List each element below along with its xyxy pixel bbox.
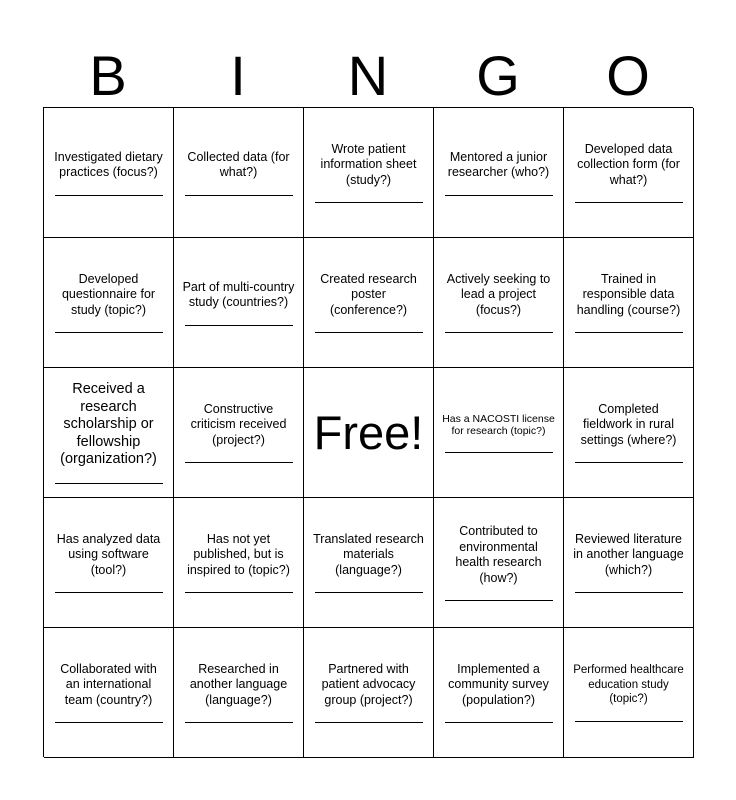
answer-line bbox=[445, 332, 553, 333]
cell-prompt: Reviewed literature in another language (which?) bbox=[573, 531, 684, 577]
header-letter-i: I bbox=[230, 44, 246, 107]
cell-prompt: Has a NACOSTI license for research (topic?) bbox=[442, 412, 555, 437]
answer-line bbox=[185, 325, 293, 326]
bingo-cell[interactable] bbox=[174, 498, 304, 628]
bingo-cell[interactable] bbox=[174, 108, 304, 238]
cell-prompt: Created research poster (conference?) bbox=[320, 271, 417, 317]
cell-prompt: Translated research materials (language?) bbox=[313, 531, 424, 577]
cell-prompt: Collected data (for what?) bbox=[187, 149, 290, 179]
bingo-header bbox=[43, 44, 693, 108]
bingo-cell[interactable] bbox=[174, 368, 304, 498]
bingo-cell[interactable] bbox=[434, 238, 564, 368]
bingo-cell[interactable] bbox=[304, 108, 434, 238]
answer-line bbox=[575, 202, 683, 203]
answer-line bbox=[445, 600, 553, 601]
bingo-cell[interactable] bbox=[564, 498, 694, 628]
answer-line bbox=[55, 332, 163, 333]
cell-prompt: Performed healthcare education study (topic?) bbox=[573, 664, 684, 706]
header-letter-b: B bbox=[89, 44, 127, 107]
cell-prompt: Wrote patient information sheet (study?) bbox=[320, 141, 417, 187]
cell-prompt: Investigated dietary practices (focus?) bbox=[54, 149, 163, 179]
free-space-cell[interactable] bbox=[304, 368, 434, 498]
answer-line bbox=[185, 195, 293, 196]
cell-prompt: Constructive criticism received (project?) bbox=[190, 401, 287, 447]
cell-prompt: Developed questionnaire for study (topic?) bbox=[61, 271, 156, 317]
answer-line bbox=[185, 722, 293, 723]
bingo-cell[interactable] bbox=[44, 368, 174, 498]
cell-prompt: Mentored a junior researcher (who?) bbox=[447, 149, 550, 179]
answer-line bbox=[575, 592, 683, 593]
header-letter-o: O bbox=[606, 44, 650, 107]
cell-prompt: Partnered with patient advocacy group (project?) bbox=[321, 661, 416, 707]
cell-prompt: Developed data collection form (for what?) bbox=[577, 141, 680, 187]
answer-line bbox=[315, 592, 423, 593]
free-space-label: Free! bbox=[313, 405, 424, 459]
bingo-cell[interactable] bbox=[304, 498, 434, 628]
bingo-cell[interactable] bbox=[434, 368, 564, 498]
cell-prompt: Researched in another language (language?) bbox=[189, 661, 288, 707]
cell-prompt: Has analyzed data using software (tool?) bbox=[56, 531, 161, 577]
answer-line bbox=[315, 332, 423, 333]
bingo-cell[interactable] bbox=[434, 108, 564, 238]
cell-prompt: Implemented a community survey (population?) bbox=[448, 661, 549, 707]
bingo-cell[interactable] bbox=[304, 238, 434, 368]
bingo-cell[interactable] bbox=[44, 108, 174, 238]
bingo-cell[interactable] bbox=[434, 628, 564, 758]
bingo-cell[interactable] bbox=[44, 628, 174, 758]
bingo-cell[interactable] bbox=[564, 108, 694, 238]
bingo-cell[interactable] bbox=[174, 238, 304, 368]
cell-prompt: Trained in responsible data handling (course?) bbox=[576, 271, 681, 317]
bingo-cell[interactable] bbox=[564, 628, 694, 758]
answer-line bbox=[55, 195, 163, 196]
answer-line bbox=[445, 195, 553, 196]
bingo-cell[interactable] bbox=[434, 498, 564, 628]
cell-prompt: Has not yet published, but is inspired to (topic?) bbox=[187, 531, 290, 577]
cell-prompt: Contributed to environmental health research (how?) bbox=[455, 524, 542, 585]
bingo-cell[interactable] bbox=[174, 628, 304, 758]
answer-line bbox=[315, 202, 423, 203]
cell-prompt: Completed fieldwork in rural settings (where?) bbox=[580, 401, 677, 447]
cell-prompt: Part of multi-country study (countries?) bbox=[182, 279, 295, 309]
answer-line bbox=[575, 721, 683, 722]
header-letter-g: G bbox=[476, 44, 520, 107]
bingo-grid bbox=[43, 107, 693, 757]
cell-prompt: Actively seeking to lead a project (focus?) bbox=[446, 271, 551, 317]
answer-line bbox=[445, 722, 553, 723]
bingo-cell[interactable] bbox=[304, 628, 434, 758]
answer-line bbox=[185, 592, 293, 593]
cell-prompt: Collaborated with an international team (country?) bbox=[60, 661, 157, 707]
answer-line bbox=[575, 332, 683, 333]
cell-prompt: Received a research scholarship or fellowship (organization?) bbox=[60, 381, 157, 468]
bingo-cell[interactable] bbox=[44, 238, 174, 368]
bingo-cell[interactable] bbox=[44, 498, 174, 628]
answer-line bbox=[55, 483, 163, 484]
answer-line bbox=[445, 452, 553, 453]
answer-line bbox=[55, 592, 163, 593]
header-letter-n: N bbox=[347, 44, 389, 107]
bingo-cell[interactable] bbox=[564, 368, 694, 498]
answer-line bbox=[315, 722, 423, 723]
answer-line bbox=[185, 462, 293, 463]
answer-line bbox=[55, 722, 163, 723]
bingo-cell[interactable] bbox=[564, 238, 694, 368]
answer-line bbox=[575, 462, 683, 463]
